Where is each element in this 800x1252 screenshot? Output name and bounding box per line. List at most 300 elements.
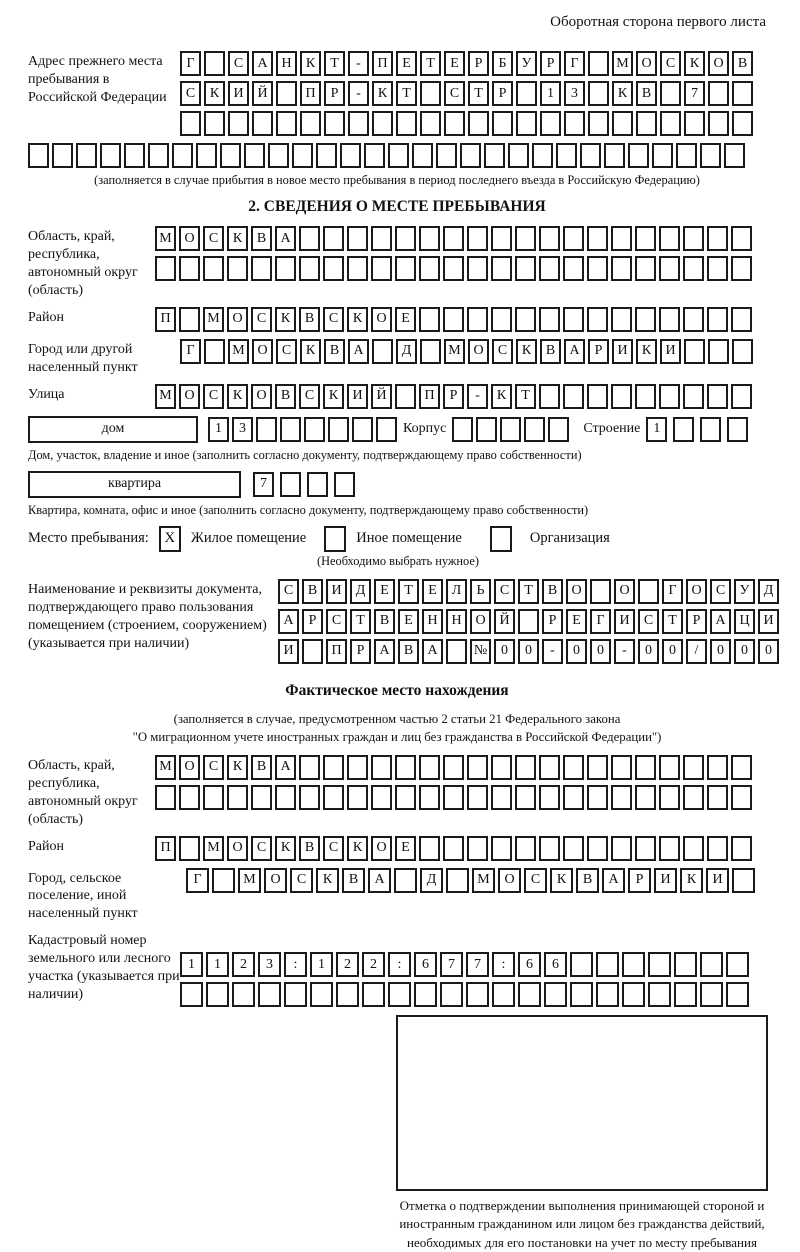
char-box[interactable]: [307, 472, 328, 497]
char-box[interactable]: [275, 256, 296, 281]
char-box[interactable]: [372, 111, 393, 136]
stay-type-checkbox-other[interactable]: [324, 526, 346, 552]
char-box[interactable]: [580, 143, 601, 168]
char-box[interactable]: Р: [468, 51, 489, 76]
char-box[interactable]: [179, 785, 200, 810]
char-box[interactable]: [611, 836, 632, 861]
char-box[interactable]: А: [252, 51, 273, 76]
char-box[interactable]: [516, 111, 537, 136]
char-box[interactable]: [707, 755, 728, 780]
char-box[interactable]: У: [516, 51, 537, 76]
char-box[interactable]: [628, 143, 649, 168]
char-box[interactable]: [395, 226, 416, 251]
char-box[interactable]: [611, 785, 632, 810]
char-box[interactable]: [388, 982, 411, 1007]
char-box[interactable]: [660, 111, 681, 136]
char-box[interactable]: [659, 384, 680, 409]
char-box[interactable]: Р: [628, 868, 651, 893]
char-box[interactable]: С: [203, 226, 224, 251]
char-box[interactable]: [540, 111, 561, 136]
char-box[interactable]: [635, 755, 656, 780]
char-box[interactable]: [284, 982, 307, 1007]
char-box[interactable]: [684, 111, 705, 136]
char-box[interactable]: [100, 143, 121, 168]
char-box[interactable]: [419, 226, 440, 251]
char-box[interactable]: С: [203, 755, 224, 780]
char-box[interactable]: 2: [336, 952, 359, 977]
char-box[interactable]: [673, 417, 694, 442]
char-box[interactable]: [676, 143, 697, 168]
char-box[interactable]: [460, 143, 481, 168]
char-box[interactable]: Ц: [734, 609, 755, 634]
char-box[interactable]: 0: [566, 639, 587, 664]
char-box[interactable]: И: [614, 609, 635, 634]
char-box[interactable]: [563, 384, 584, 409]
char-box[interactable]: [371, 755, 392, 780]
char-box[interactable]: [515, 836, 536, 861]
char-box[interactable]: [444, 111, 465, 136]
char-box[interactable]: Р: [540, 51, 561, 76]
char-box[interactable]: 1: [310, 952, 333, 977]
char-box[interactable]: 0: [638, 639, 659, 664]
char-box[interactable]: [731, 384, 752, 409]
char-box[interactable]: О: [227, 836, 248, 861]
char-box[interactable]: [539, 836, 560, 861]
char-box[interactable]: -: [467, 384, 488, 409]
char-box[interactable]: 0: [710, 639, 731, 664]
char-box[interactable]: [518, 982, 541, 1007]
char-box[interactable]: К: [204, 81, 225, 106]
char-box[interactable]: [420, 111, 441, 136]
char-box[interactable]: О: [252, 339, 273, 364]
char-box[interactable]: [348, 111, 369, 136]
char-box[interactable]: П: [155, 836, 176, 861]
char-box[interactable]: [302, 639, 323, 664]
char-box[interactable]: [203, 256, 224, 281]
char-box[interactable]: [587, 256, 608, 281]
char-box[interactable]: [467, 256, 488, 281]
char-box[interactable]: Е: [422, 579, 443, 604]
char-box[interactable]: [683, 836, 704, 861]
char-box[interactable]: [220, 143, 241, 168]
char-box[interactable]: [731, 307, 752, 332]
char-box[interactable]: [443, 755, 464, 780]
char-box[interactable]: [347, 785, 368, 810]
char-box[interactable]: Т: [515, 384, 536, 409]
char-box[interactable]: [492, 111, 513, 136]
char-box[interactable]: [659, 256, 680, 281]
char-box[interactable]: С: [323, 307, 344, 332]
char-box[interactable]: О: [251, 384, 272, 409]
char-box[interactable]: В: [324, 339, 345, 364]
char-box[interactable]: О: [566, 579, 587, 604]
char-box[interactable]: 0: [518, 639, 539, 664]
char-box[interactable]: К: [347, 307, 368, 332]
char-box[interactable]: И: [758, 609, 779, 634]
char-box[interactable]: -: [542, 639, 563, 664]
stay-type-checkbox-residential[interactable]: X: [159, 526, 181, 552]
char-box[interactable]: С: [326, 609, 347, 634]
char-box[interactable]: О: [686, 579, 707, 604]
char-box[interactable]: К: [227, 755, 248, 780]
char-box[interactable]: Г: [180, 51, 201, 76]
char-box[interactable]: Р: [686, 609, 707, 634]
char-box[interactable]: С: [492, 339, 513, 364]
char-box[interactable]: В: [299, 836, 320, 861]
char-box[interactable]: [635, 256, 656, 281]
char-box[interactable]: [732, 868, 755, 893]
char-box[interactable]: В: [398, 639, 419, 664]
char-box[interactable]: К: [227, 226, 248, 251]
char-box[interactable]: [731, 785, 752, 810]
char-box[interactable]: [708, 111, 729, 136]
char-box[interactable]: [590, 579, 611, 604]
char-box[interactable]: [227, 785, 248, 810]
char-box[interactable]: [491, 226, 512, 251]
char-box[interactable]: [648, 952, 671, 977]
char-box[interactable]: [446, 868, 469, 893]
char-box[interactable]: Т: [518, 579, 539, 604]
char-box[interactable]: К: [275, 307, 296, 332]
char-box[interactable]: [394, 868, 417, 893]
char-box[interactable]: Ь: [470, 579, 491, 604]
char-box[interactable]: [587, 307, 608, 332]
char-box[interactable]: К: [684, 51, 705, 76]
char-box[interactable]: [659, 755, 680, 780]
char-box[interactable]: [268, 143, 289, 168]
char-box[interactable]: В: [302, 579, 323, 604]
char-box[interactable]: [256, 417, 277, 442]
char-box[interactable]: [299, 785, 320, 810]
char-box[interactable]: С: [180, 81, 201, 106]
char-box[interactable]: М: [155, 384, 176, 409]
char-box[interactable]: Е: [444, 51, 465, 76]
char-box[interactable]: С: [660, 51, 681, 76]
char-box[interactable]: [731, 755, 752, 780]
char-box[interactable]: [376, 417, 397, 442]
char-box[interactable]: Р: [350, 639, 371, 664]
char-box[interactable]: [684, 339, 705, 364]
char-box[interactable]: [683, 384, 704, 409]
char-box[interactable]: А: [602, 868, 625, 893]
char-box[interactable]: И: [654, 868, 677, 893]
char-box[interactable]: [280, 472, 301, 497]
char-box[interactable]: О: [371, 836, 392, 861]
char-box[interactable]: П: [372, 51, 393, 76]
char-box[interactable]: Г: [180, 339, 201, 364]
char-box[interactable]: [180, 111, 201, 136]
char-box[interactable]: [300, 111, 321, 136]
char-box[interactable]: [280, 417, 301, 442]
char-box[interactable]: 7: [684, 81, 705, 106]
char-box[interactable]: А: [348, 339, 369, 364]
char-box[interactable]: 0: [662, 639, 683, 664]
char-box[interactable]: [371, 256, 392, 281]
char-box[interactable]: С: [524, 868, 547, 893]
char-box[interactable]: О: [468, 339, 489, 364]
char-box[interactable]: [611, 307, 632, 332]
char-box[interactable]: О: [227, 307, 248, 332]
char-box[interactable]: [227, 256, 248, 281]
char-box[interactable]: [204, 339, 225, 364]
char-box[interactable]: К: [275, 836, 296, 861]
char-box[interactable]: [52, 143, 73, 168]
char-box[interactable]: Н: [446, 609, 467, 634]
char-box[interactable]: В: [540, 339, 561, 364]
char-box[interactable]: М: [155, 755, 176, 780]
char-box[interactable]: -: [614, 639, 635, 664]
char-box[interactable]: [323, 755, 344, 780]
char-box[interactable]: В: [542, 579, 563, 604]
char-box[interactable]: [299, 256, 320, 281]
char-box[interactable]: [652, 143, 673, 168]
char-box[interactable]: [635, 307, 656, 332]
char-box[interactable]: Р: [492, 81, 513, 106]
char-box[interactable]: И: [612, 339, 633, 364]
char-box[interactable]: [443, 256, 464, 281]
char-box[interactable]: [539, 307, 560, 332]
char-box[interactable]: В: [299, 307, 320, 332]
char-box[interactable]: :: [388, 952, 411, 977]
char-box[interactable]: С: [494, 579, 515, 604]
char-box[interactable]: [412, 143, 433, 168]
char-box[interactable]: [587, 836, 608, 861]
char-box[interactable]: [292, 143, 313, 168]
char-box[interactable]: [726, 952, 749, 977]
char-box[interactable]: [563, 256, 584, 281]
char-box[interactable]: [570, 982, 593, 1007]
char-box[interactable]: Е: [374, 579, 395, 604]
char-box[interactable]: 1: [646, 417, 667, 442]
char-box[interactable]: [372, 339, 393, 364]
char-box[interactable]: [212, 868, 235, 893]
char-box[interactable]: [395, 755, 416, 780]
char-box[interactable]: К: [323, 384, 344, 409]
char-box[interactable]: Т: [398, 579, 419, 604]
char-box[interactable]: [276, 81, 297, 106]
char-box[interactable]: [124, 143, 145, 168]
char-box[interactable]: [683, 785, 704, 810]
char-box[interactable]: 3: [564, 81, 585, 106]
char-box[interactable]: [276, 111, 297, 136]
char-box[interactable]: П: [326, 639, 347, 664]
char-box[interactable]: [395, 256, 416, 281]
char-box[interactable]: [638, 579, 659, 604]
char-box[interactable]: А: [275, 755, 296, 780]
char-box[interactable]: С: [444, 81, 465, 106]
char-box[interactable]: [587, 384, 608, 409]
char-box[interactable]: [336, 982, 359, 1007]
char-box[interactable]: 1: [180, 952, 203, 977]
char-box[interactable]: [635, 384, 656, 409]
char-box[interactable]: [563, 226, 584, 251]
char-box[interactable]: [674, 952, 697, 977]
char-box[interactable]: [347, 226, 368, 251]
char-box[interactable]: [172, 143, 193, 168]
char-box[interactable]: В: [636, 81, 657, 106]
char-box[interactable]: Б: [492, 51, 513, 76]
char-box[interactable]: [484, 143, 505, 168]
char-box[interactable]: [731, 226, 752, 251]
char-box[interactable]: Е: [395, 836, 416, 861]
char-box[interactable]: К: [300, 51, 321, 76]
char-box[interactable]: [204, 111, 225, 136]
char-box[interactable]: Т: [396, 81, 417, 106]
char-box[interactable]: [611, 226, 632, 251]
char-box[interactable]: К: [550, 868, 573, 893]
char-box[interactable]: М: [472, 868, 495, 893]
char-box[interactable]: [700, 952, 723, 977]
char-box[interactable]: В: [342, 868, 365, 893]
char-box[interactable]: [420, 81, 441, 106]
char-box[interactable]: Г: [564, 51, 585, 76]
char-box[interactable]: [659, 226, 680, 251]
char-box[interactable]: А: [368, 868, 391, 893]
char-box[interactable]: [364, 143, 385, 168]
char-box[interactable]: Е: [566, 609, 587, 634]
char-box[interactable]: [707, 785, 728, 810]
char-box[interactable]: [396, 111, 417, 136]
char-box[interactable]: :: [284, 952, 307, 977]
char-box[interactable]: [206, 982, 229, 1007]
char-box[interactable]: [443, 836, 464, 861]
char-box[interactable]: [659, 785, 680, 810]
char-box[interactable]: [612, 111, 633, 136]
char-box[interactable]: [148, 143, 169, 168]
char-box[interactable]: 7: [440, 952, 463, 977]
char-box[interactable]: Д: [350, 579, 371, 604]
char-box[interactable]: [563, 836, 584, 861]
char-box[interactable]: [155, 785, 176, 810]
char-box[interactable]: [604, 143, 625, 168]
char-box[interactable]: Й: [252, 81, 273, 106]
char-box[interactable]: [203, 785, 224, 810]
char-box[interactable]: [515, 307, 536, 332]
char-box[interactable]: [660, 81, 681, 106]
char-box[interactable]: [622, 952, 645, 977]
char-box[interactable]: [446, 639, 467, 664]
char-box[interactable]: [28, 143, 49, 168]
char-box[interactable]: [334, 472, 355, 497]
char-box[interactable]: [419, 836, 440, 861]
char-box[interactable]: [323, 226, 344, 251]
char-box[interactable]: С: [323, 836, 344, 861]
char-box[interactable]: П: [300, 81, 321, 106]
char-box[interactable]: [204, 51, 225, 76]
char-box[interactable]: Г: [186, 868, 209, 893]
char-box[interactable]: [491, 307, 512, 332]
char-box[interactable]: [588, 81, 609, 106]
char-box[interactable]: 0: [758, 639, 779, 664]
char-box[interactable]: [732, 81, 753, 106]
char-box[interactable]: И: [347, 384, 368, 409]
char-box[interactable]: 7: [466, 952, 489, 977]
char-box[interactable]: [707, 836, 728, 861]
char-box[interactable]: [467, 307, 488, 332]
char-box[interactable]: С: [638, 609, 659, 634]
char-box[interactable]: [347, 755, 368, 780]
char-box[interactable]: [180, 982, 203, 1007]
char-box[interactable]: Р: [443, 384, 464, 409]
char-box[interactable]: О: [636, 51, 657, 76]
char-box[interactable]: [251, 256, 272, 281]
char-box[interactable]: [588, 51, 609, 76]
char-box[interactable]: А: [422, 639, 443, 664]
char-box[interactable]: Е: [398, 609, 419, 634]
char-box[interactable]: [707, 307, 728, 332]
char-box[interactable]: В: [732, 51, 753, 76]
char-box[interactable]: [362, 982, 385, 1007]
char-box[interactable]: О: [179, 384, 200, 409]
char-box[interactable]: О: [470, 609, 491, 634]
char-box[interactable]: Й: [371, 384, 392, 409]
char-box[interactable]: [727, 417, 748, 442]
char-box[interactable]: [324, 111, 345, 136]
char-box[interactable]: А: [275, 226, 296, 251]
char-box[interactable]: У: [734, 579, 755, 604]
char-box[interactable]: [707, 384, 728, 409]
char-box[interactable]: [611, 384, 632, 409]
char-box[interactable]: [563, 785, 584, 810]
char-box[interactable]: [419, 755, 440, 780]
char-box[interactable]: Т: [420, 51, 441, 76]
char-box[interactable]: К: [516, 339, 537, 364]
char-box[interactable]: [635, 226, 656, 251]
char-box[interactable]: Т: [350, 609, 371, 634]
stay-type-checkbox-organization[interactable]: [490, 526, 512, 552]
char-box[interactable]: [515, 755, 536, 780]
char-box[interactable]: [587, 755, 608, 780]
char-box[interactable]: 2: [232, 952, 255, 977]
char-box[interactable]: [724, 143, 745, 168]
char-box[interactable]: [467, 755, 488, 780]
char-box[interactable]: [491, 836, 512, 861]
char-box[interactable]: С: [278, 579, 299, 604]
char-box[interactable]: О: [179, 755, 200, 780]
char-box[interactable]: [524, 417, 545, 442]
char-box[interactable]: [452, 417, 473, 442]
char-box[interactable]: П: [419, 384, 440, 409]
char-box[interactable]: [707, 256, 728, 281]
char-box[interactable]: 1: [540, 81, 561, 106]
char-box[interactable]: [491, 755, 512, 780]
char-box[interactable]: Р: [302, 609, 323, 634]
char-box[interactable]: М: [203, 836, 224, 861]
char-box[interactable]: [466, 982, 489, 1007]
char-box[interactable]: [304, 417, 325, 442]
char-box[interactable]: [491, 256, 512, 281]
char-box[interactable]: [76, 143, 97, 168]
char-box[interactable]: М: [612, 51, 633, 76]
char-box[interactable]: /: [686, 639, 707, 664]
char-box[interactable]: [659, 307, 680, 332]
char-box[interactable]: [492, 982, 515, 1007]
char-box[interactable]: О: [264, 868, 287, 893]
char-box[interactable]: 0: [734, 639, 755, 664]
char-box[interactable]: [611, 256, 632, 281]
char-box[interactable]: Е: [396, 51, 417, 76]
char-box[interactable]: [275, 785, 296, 810]
char-box[interactable]: [683, 755, 704, 780]
char-box[interactable]: [228, 111, 249, 136]
char-box[interactable]: [443, 226, 464, 251]
char-box[interactable]: М: [228, 339, 249, 364]
char-box[interactable]: М: [444, 339, 465, 364]
char-box[interactable]: [420, 339, 441, 364]
char-box[interactable]: [476, 417, 497, 442]
char-box[interactable]: [732, 111, 753, 136]
char-box[interactable]: [395, 384, 416, 409]
